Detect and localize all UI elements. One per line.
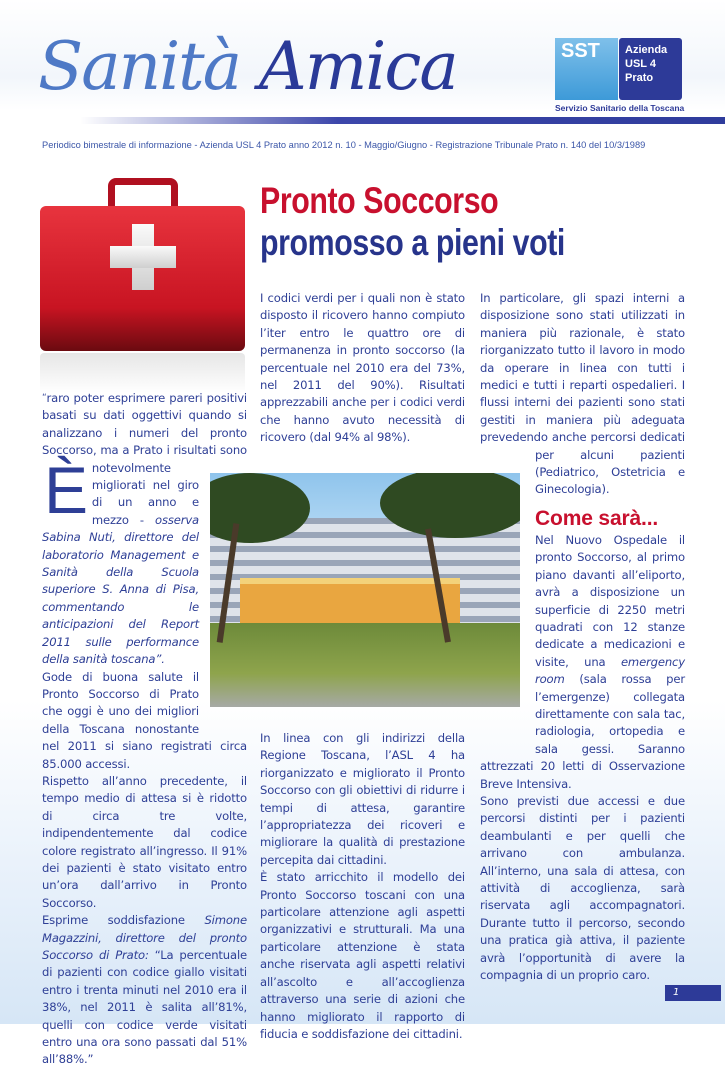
azienda-label: Azienda USL 4 Prato	[619, 38, 682, 100]
paragraph: Rispetto all’anno precedente, il tempo medio di attesa si è ridotto di circa tre volte, indipendentemente dal codice colore registrato all’ingresso. Il 91% dei pazienti è stato visitato entro un’ora dall’arrivo in Pronto Soccorso.	[42, 773, 247, 910]
paragraph: Gode di buona salute il Pronto Soccorso di Prato che oggi è uno dei migliori della Toscana nonostante nel 2011 si siano registrati circa 85.000 accessi.	[42, 669, 247, 771]
sst-logo: SST	[555, 38, 618, 100]
paragraph: È stato arricchito il modello dei Pronto Soccorso toscani con una particolare attenzione agli aspetti organizzativi e strutturali. Ma una particolare attenzione è stata anche riservata agli aspetti relativi all’ascolto e all’accoglienza attraverso una serie di azioni che hanno migliorato il rapporto di fiducia e soddisfazione dei cittadini.	[260, 870, 465, 1041]
paragraph: Nel Nuovo Ospedale il pronto Soccorso, al primo piano davanti all’eliporto, avrà a disposizione un superficie di 2250 metri quadrati con 12 stanze dedicate a medicazioni e visite, una emergency room (sala rossa per l’emergenze) collegata direttamente con sala tac, radiologia, ortopedia e sala gessi. Saranno attrezzati 20 letti di Osservazione Breve Intensiva.	[480, 532, 685, 791]
paragraph: Esprime soddisfazione Simone Magazzini, direttore del pronto Soccorso di Prato: “La percentuale di pazienti con codice giallo visitati entro i trenta minuti nel 2010 era il 38%, nel 2011 è salita all’81%, quelli con codice verde visitati entro una ora sono passati dal 51% all’88%.”	[42, 913, 247, 1067]
masthead-logo: Sanità Amica	[38, 28, 457, 105]
paragraph: In particolare, gli spazi interni a disposizione sono stati utilizzati in maniera più razionale, è stato riorganizzato tutto il lavoro in modo da operare in linea con tutti i medici e tutti i reparti ospedalieri. I flussi interni dei pazienti sono stati gestiti in maniera più adeguata prevedendo anche percorsi dedicati per alcuni pazienti (Pediatrico, Ostetricia e Ginecologia).	[480, 291, 685, 497]
article-title: Pronto Soccorso	[260, 180, 499, 221]
dropcap: È	[44, 453, 88, 527]
paragraph: “ È raro poter esprimere pareri positivi basati su dati oggettivi quando si analizzano i numeri del pronto Soccorso, ma a Prato i risultati sono notevolmente migliorati nel giro di un anno e mezzo - osserva Sabina Nuti, direttore del laboratorio Management e Sanità della Scuola superiore S. Anna di Pisa, commentando le anticipazioni del Report 2011 sulle performance della sanità toscana”.	[42, 391, 247, 667]
section-heading: Come sarà...	[535, 506, 659, 530]
kit-body	[40, 206, 245, 351]
issue-info: Periodico bimestrale di informazione - Azienda USL 4 Prato anno 2012 n. 10 - Maggio/Giugno - Registrazione Tribunale Prato n. 140 del 10/3/1989	[42, 140, 646, 150]
paragraph: I codici verdi per i quali non è stato disposto il ricovero hanno compiuto l’iter entro le quattro ore di permanenza in pronto soccorso (la percentuale nel 2010 era del 73%, nel 2011 del 90%). Risultati apprezzabili anche per i codici verdi che hanno avuto necessità di ricovero (dal 94% al 98%).	[260, 291, 465, 445]
column-2-top	[260, 290, 465, 447]
article-subtitle: promosso a pieni voti	[260, 222, 565, 263]
cross-icon	[110, 224, 176, 290]
first-aid-kit-image	[40, 178, 245, 393]
page-number: 1	[665, 985, 721, 1001]
paragraph: Sono previsti due accessi e due percorsi distinti per i pazienti deambulanti e per quelli che arrivano con ambulanza. All’interno, una sala di attesa, con attività di accoglienza, sarà riservata agli accompagnatori. Durante tutto il percorso, secondo una pratica già attiva, il paziente avrà l’opportunità di avere la compagnia di un proprio caro.	[480, 793, 685, 983]
header-rule	[80, 117, 725, 124]
kit-reflection	[40, 353, 245, 393]
asl-logo	[555, 38, 682, 100]
column-3	[480, 290, 685, 984]
paragraph: In linea con gli indirizzi della Regione Toscana, l’ASL 4 ha riorganizzato e migliorato il Pronto Soccorso con gli obiettivi di ridurre i tempi di attesa, garantire l’appropriatezza dei ricoveri e migliorare la qualità di prestazione percepita dai cittadini.	[260, 731, 465, 867]
hospital-photo	[210, 473, 520, 707]
column-2-bottom	[260, 730, 465, 1043]
logo-subtitle: Servizio Sanitario della Toscana	[555, 103, 685, 113]
